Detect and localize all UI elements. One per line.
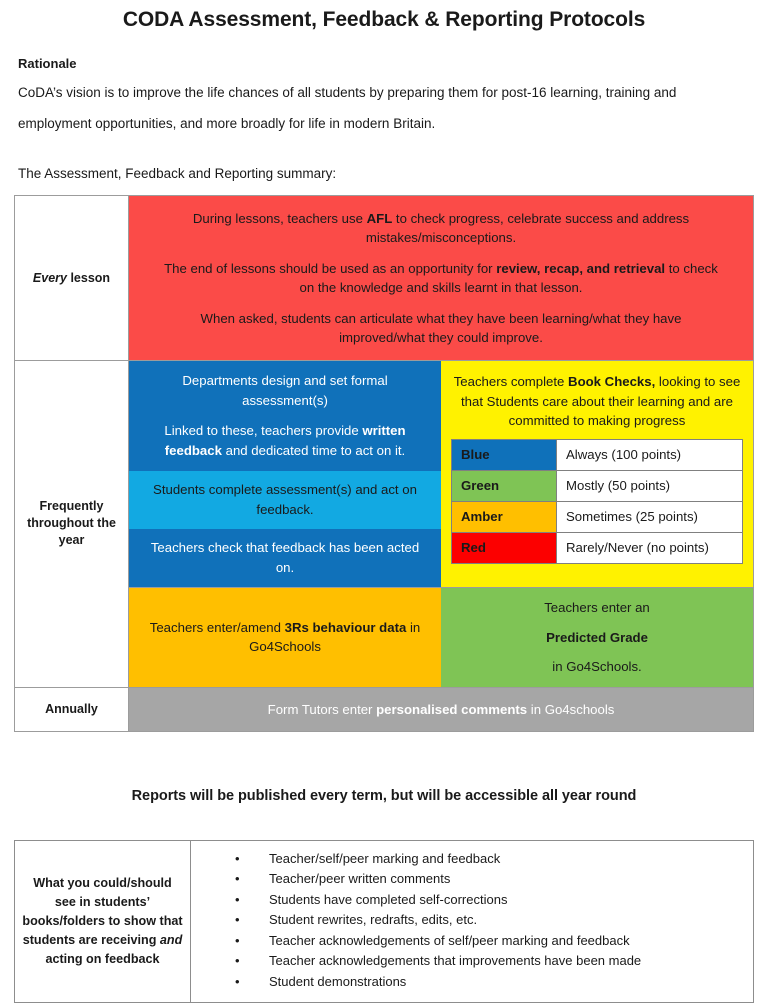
evidence-label-pre: What you could/should see in students’ books/folders to show that students are receiving: [22, 876, 182, 947]
written-feedback-line: [145, 421, 425, 460]
frequently-content: [129, 361, 753, 687]
rationale-heading: Rationale: [18, 56, 754, 71]
predicted-line-3: in Go4Schools.: [455, 657, 739, 677]
book-checks-pre: Teachers complete: [454, 374, 568, 389]
list-item: [235, 910, 743, 931]
evidence-bullet-list: [191, 841, 753, 1003]
period-suffix: lesson: [67, 271, 110, 285]
list-item: [235, 890, 743, 911]
behaviour-column: [129, 588, 441, 687]
panel-book-checks: [441, 361, 753, 587]
bullet-icon: •: [235, 869, 240, 890]
list-item-label: Teacher/peer written comments: [269, 871, 450, 886]
period-label-annually: Annually: [15, 688, 129, 731]
bullet-icon: •: [235, 849, 240, 870]
summary-lead-text: The Assessment, Feedback and Reporting summary:: [18, 165, 754, 183]
afl-p2-pre: The end of lessons should be used as an opportunity for: [164, 261, 496, 276]
assessment-column: [129, 361, 441, 587]
bullet-icon: •: [235, 972, 240, 993]
rating-key-amber: Amber: [452, 501, 557, 532]
afl-p1-bold: AFL: [367, 211, 393, 226]
table-row: [452, 501, 743, 532]
afl-p1-pre: During lessons, teachers use: [193, 211, 367, 226]
annually-bold: personalised comments: [376, 702, 527, 717]
list-item: [235, 972, 743, 993]
list-item-label: Teacher/self/peer marking and feedback: [269, 851, 500, 866]
table-row: [452, 532, 743, 563]
evidence-label-post: acting on feedback: [45, 952, 159, 966]
predicted-grade-bold-text: Predicted Grade: [546, 630, 648, 645]
reports-publication-heading: Reports will be published every term, but will be accessible all year round: [14, 788, 754, 804]
period-emphasis: Every: [33, 271, 67, 285]
panel-3rs-behaviour-data: [129, 588, 441, 687]
table-row: [452, 470, 743, 501]
evidence-items: [201, 849, 743, 993]
list-item-label: Teacher acknowledgements that improvements have been made: [269, 953, 641, 968]
evidence-table-label: [15, 841, 191, 1003]
rating-value-green: Mostly (50 points): [557, 470, 743, 501]
book-checks-intro: [451, 370, 743, 431]
bullet-icon: •: [235, 931, 240, 952]
afl-p2-post: to check on the knowledge and skills learnt in that lesson.: [300, 261, 718, 295]
book-checks-column: [441, 361, 753, 587]
annually-content: [129, 688, 753, 731]
book-checks-ratings-table: [451, 439, 743, 564]
list-item-label: Students have completed self-corrections: [269, 892, 507, 907]
table-row: [452, 439, 743, 470]
departments-line: Departments design and set formal assessment(s): [145, 371, 425, 410]
panel-departments-assessments: [129, 361, 441, 471]
behaviour-post: in Go4Schools: [249, 620, 420, 655]
written-feedback-pre: Linked to these, teachers provide: [164, 423, 362, 438]
matrix-row-every-lesson: [15, 196, 753, 360]
annually-pre: Form Tutors enter: [268, 702, 376, 717]
bullet-icon: •: [235, 910, 240, 931]
afl-p1-post: to check progress, celebrate success and address mistakes/misconceptions.: [366, 211, 689, 245]
matrix-row-frequently: [15, 360, 753, 687]
written-feedback-bold: written feedback: [165, 423, 406, 458]
rating-value-red: Rarely/Never (no points): [557, 532, 743, 563]
evidence-table: [14, 840, 754, 1003]
panel-form-tutor-comments: [129, 688, 753, 731]
panel-predicted-grade: [441, 588, 753, 687]
matrix-row-annually: [15, 687, 753, 731]
list-item: [235, 951, 743, 972]
behaviour-pre: Teachers enter/amend: [150, 620, 285, 635]
evidence-label-italic: and: [160, 933, 182, 947]
predicted-line-1: Teachers enter an: [455, 598, 739, 618]
written-feedback-post: and dedicated time to act on it.: [222, 443, 405, 458]
rating-value-blue: Always (100 points): [557, 439, 743, 470]
bullet-icon: •: [235, 951, 240, 972]
rating-key-blue: Blue: [452, 439, 557, 470]
predicted-grade-column: [441, 588, 753, 687]
period-label-frequently: Frequently throughout the year: [15, 361, 129, 687]
document-page: [0, 6, 768, 946]
frequently-lower-split: [129, 587, 753, 687]
every-lesson-content: [129, 196, 753, 360]
list-item: [235, 931, 743, 952]
rating-value-amber: Sometimes (25 points): [557, 501, 743, 532]
book-checks-post: looking to see that Students care about their learning and are committed to making progress: [461, 374, 740, 428]
afl-paragraph-3: When asked, students can articulate what they have been learning/what they have improved/what they could improve.: [157, 309, 725, 347]
rating-key-green: Green: [452, 470, 557, 501]
list-item: [235, 849, 743, 870]
book-checks-bold: Book Checks,: [568, 374, 655, 389]
rationale-paragraph: CoDA’s vision is to improve the life chances of all students by preparing them for post-16 learning, training and employment opportunities, and more broadly for life in modern Britain.: [18, 77, 734, 139]
assessment-matrix-table: [14, 195, 754, 732]
frequently-upper-split: [129, 361, 753, 587]
afl-p2-bold: review, recap, and retrieval: [496, 261, 665, 276]
panel-students-complete-assessments: Students complete assessment(s) and act on feedback.: [129, 471, 441, 529]
rating-key-red: Red: [452, 532, 557, 563]
bullet-icon: •: [235, 890, 240, 911]
panel-teachers-check-feedback: Teachers check that feedback has been acted on.: [129, 529, 441, 587]
panel-afl-red: [129, 196, 753, 360]
predicted-grade-bold: [455, 628, 739, 648]
afl-paragraph-1: [157, 209, 725, 247]
behaviour-bold: 3Rs behaviour data: [285, 620, 407, 635]
list-item: [235, 869, 743, 890]
period-label-every-lesson: [15, 196, 129, 360]
afl-paragraph-2: [157, 259, 725, 297]
list-item-label: Teacher acknowledgements of self/peer marking and feedback: [269, 933, 630, 948]
list-item-label: Student demonstrations: [269, 974, 406, 989]
page-title: CODA Assessment, Feedback & Reporting Protocols: [14, 6, 754, 34]
list-item-label: Student rewrites, redrafts, edits, etc.: [269, 912, 477, 927]
annually-post: in Go4schools: [527, 702, 614, 717]
